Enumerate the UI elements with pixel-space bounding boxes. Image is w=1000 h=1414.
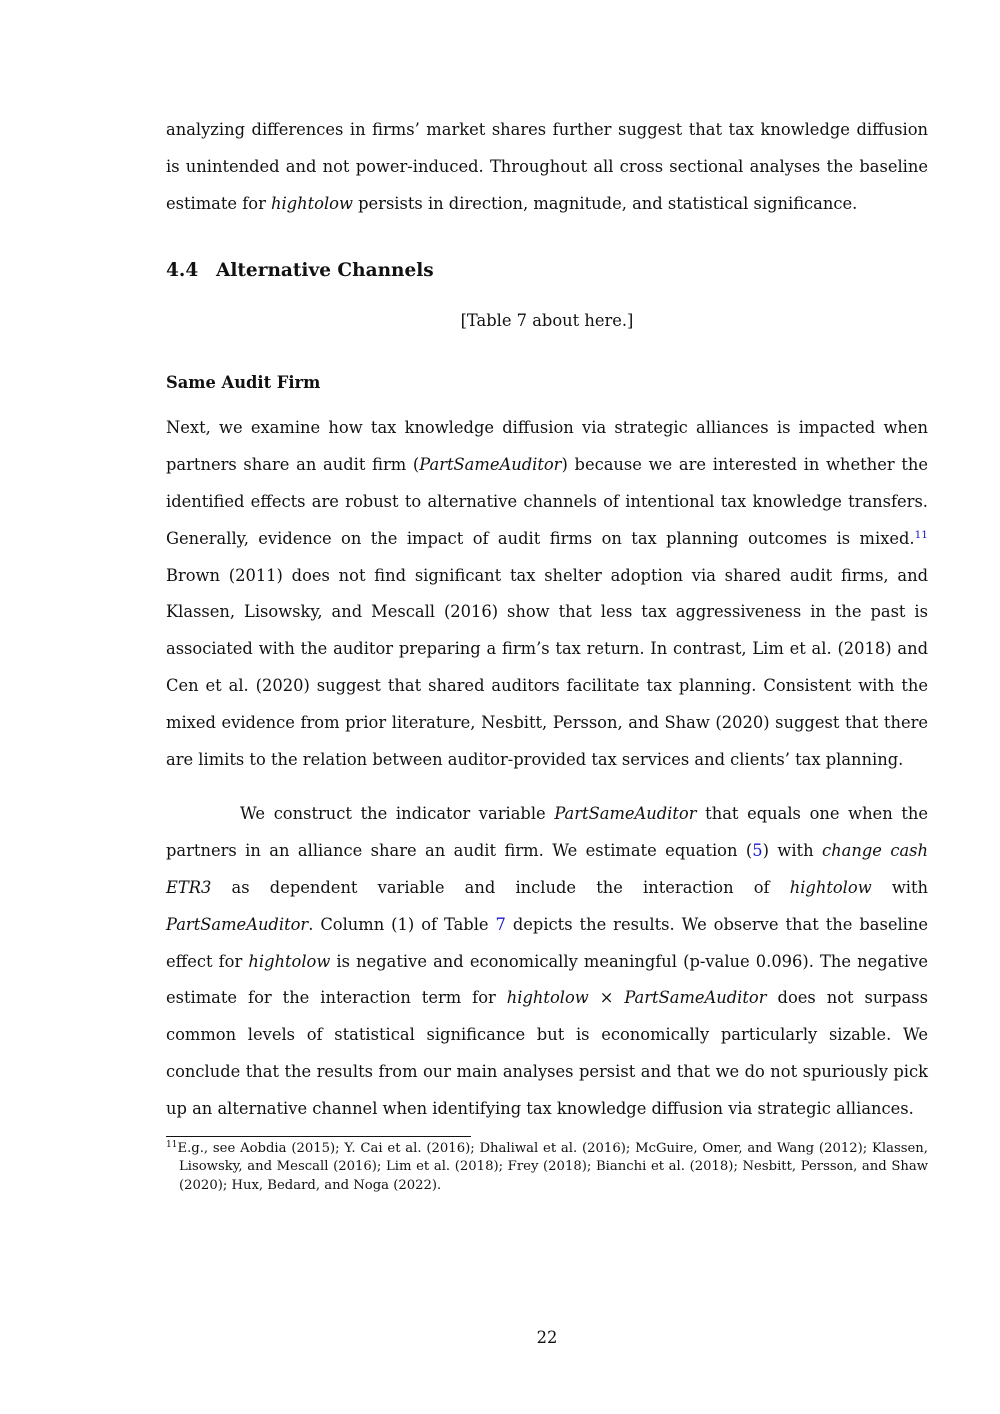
- footnote-11: [166, 1140, 928, 1196]
- text-run: analyzing differences in firms’ market shares further suggest that tax knowledge diffusion is unintended and not power-induced. Throughout all cross sectional analyses the baseline estimate for: [166, 120, 928, 213]
- section-heading: [166, 256, 928, 286]
- text-run: . Column (1) of Table: [308, 914, 496, 934]
- paragraph-same-audit-firm: [166, 410, 928, 778]
- table-placeholder-note: [Table 7 about here.]: [460, 311, 634, 331]
- text-run: ) because we are interested in whether the identified effects are robust to alternative channels of intentional tax knowledge transfers. Generally, evidence on the impact of audit firms on tax planning outcomes is mixed.: [166, 455, 928, 548]
- text-run: ) with: [762, 841, 823, 861]
- text-run: Brown (2011) does not find significant tax shelter adoption via shared audit firms, and Klassen, Lisowsky, and Mescall (2016) show that less tax aggressiveness in the past is associated with the auditor preparing a firm’s tax return. In contrast, Lim et al. (2018) and Cen et al. (2020) suggest that shared auditors facilitate tax planning. Consistent with the mixed evidence from prior literature, Nesbitt, Persson, and Shaw (2020) suggest that there are limits to the relation between auditor-provided tax services and clients’ tax planning.: [166, 565, 928, 769]
- footnote-text: E.g., see Aobdia (2015); Y. Cai et al. (2016); Dhaliwal et al. (2016); McGuire, Omer, and Wang (2012); Klassen, Lisowsky, and Mescall (2016); Lim et al. (2018); Frey (2018); Bianchi et al. (2018); Nesbitt, Persson, and Shaw (2020); Hux, Bedard, and Noga (2022).: [177, 1140, 928, 1193]
- times-symbol: ×: [588, 988, 625, 1008]
- text-run: does not surpass common levels of statistical significance but is economically particularly sizable. We conclude that the results from our main analyses persist and that we do not spuriously pick up an alternative channel when identifying tax knowledge diffusion via strategic alliances.: [166, 988, 928, 1118]
- text-run: persists in direction, magnitude, and statistical significance.: [352, 193, 858, 213]
- footnote-marker-link[interactable]: 11: [914, 528, 928, 541]
- variable-name: hightolow: [789, 877, 872, 897]
- section-title: Alternative Channels: [216, 260, 434, 282]
- variable-name: hightolow: [248, 951, 331, 971]
- page-number: 22: [536, 1328, 558, 1347]
- footnote-divider: [166, 1136, 471, 1137]
- intro-paragraph: [166, 112, 928, 222]
- variable-name: hightolow: [271, 193, 353, 213]
- variable-name: change cash ETR3: [166, 841, 929, 897]
- equation-ref-link[interactable]: 5: [752, 841, 763, 861]
- text-run: depicts the results. We observe that the baseline effect for: [166, 914, 929, 971]
- text-run: with: [871, 877, 928, 897]
- variable-name: PartSameAuditor: [554, 804, 697, 824]
- variable-name: PartSameAuditor: [419, 455, 562, 475]
- footnote-number: 11: [166, 1139, 178, 1150]
- variable-name: PartSameAuditor: [166, 914, 309, 934]
- text-run: as dependent variable and include the interaction of: [211, 877, 790, 897]
- variable-name: hightolow: [506, 988, 589, 1008]
- text-run: that equals one when the partners in an alliance share an audit firm. We estimate equation (: [166, 804, 928, 861]
- text-run: is negative and economically meaningful (p-value 0.096). The negative estimate for the interaction term for: [166, 951, 929, 1008]
- text-run: Next, we examine how tax knowledge diffusion via strategic alliances is impacted when partners share an audit firm (: [166, 418, 928, 475]
- section-number: 4.4: [166, 260, 199, 282]
- page-body: [166, 112, 928, 1195]
- variable-name: PartSameAuditor: [624, 988, 767, 1008]
- text-run: We construct the indicator variable: [240, 804, 555, 824]
- subsection-heading: Same Audit Firm: [166, 373, 321, 393]
- table-ref-link[interactable]: 7: [495, 914, 506, 934]
- paragraph-indicator-variable: [166, 796, 928, 1127]
